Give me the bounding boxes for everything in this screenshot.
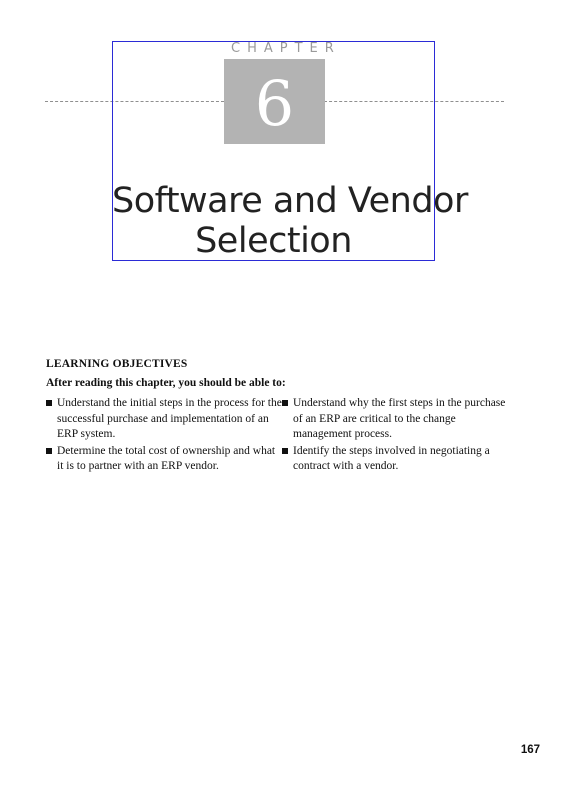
objective-text: Determine the total cost of ownership and what it is to partner with an ERP vendor. <box>57 444 276 472</box>
chapter-number-box <box>224 59 325 144</box>
page-number: 167 <box>520 744 540 756</box>
objective-text: Understand why the first steps in the purchase of an ERP are critical to the change management process. <box>293 397 506 440</box>
square-bullet-icon <box>46 400 52 406</box>
objective-item <box>46 396 282 443</box>
square-bullet-icon <box>46 448 52 454</box>
objectives-columns <box>46 396 506 476</box>
square-bullet-icon <box>282 400 288 406</box>
square-bullet-icon <box>282 448 288 454</box>
chapter-title-line-1: Software and Vendor <box>112 181 468 221</box>
chapter-title-line-2: Selection <box>195 221 352 261</box>
objective-text: Identify the steps involved in negotiating a contract with a vendor. <box>293 444 490 472</box>
chapter-title <box>112 181 468 261</box>
objective-text: Understand the initial steps in the process for the successful purchase and implementation of an ERP system. <box>57 397 282 440</box>
objective-item <box>282 396 506 443</box>
objective-item <box>46 444 282 475</box>
objectives-left-column <box>46 396 282 476</box>
learning-objectives <box>46 357 506 476</box>
objectives-right-column <box>282 396 506 476</box>
learning-objectives-intro: After reading this chapter, you should be able to: <box>46 377 286 389</box>
chapter-label: CHAPTER <box>231 41 341 56</box>
chapter-number: 6 <box>254 66 295 140</box>
learning-objectives-heading: LEARNING OBJECTIVES <box>46 358 188 370</box>
objective-item <box>282 444 506 475</box>
